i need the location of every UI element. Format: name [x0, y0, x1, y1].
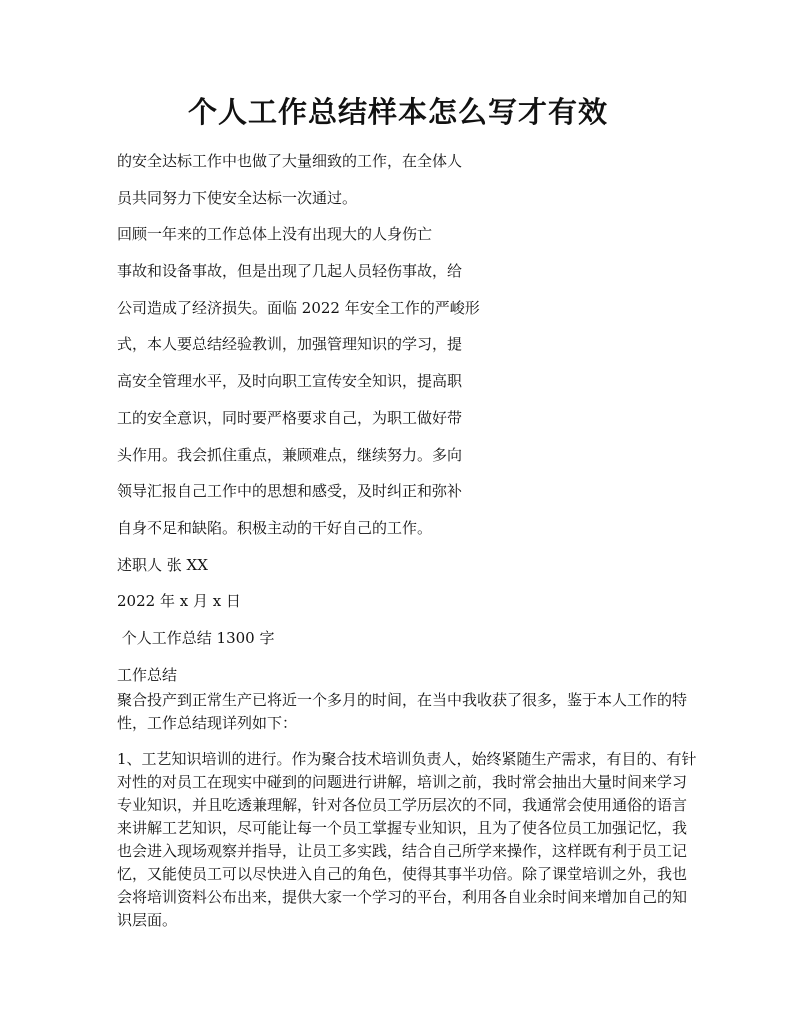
text-line: 自身不足和缺陷。积极主动的干好自己的工作。	[117, 518, 433, 537]
text-line: 头作用。我会抓住重点，兼顾难点，继续努力。多向	[117, 445, 463, 464]
text-line: 高安全管理水平，及时向职工宣传安全知识，提高职	[117, 372, 463, 391]
date-line: 2022 年 x 月 x 日	[117, 592, 241, 611]
page-title: 个人工作总结样本怎么写才有效	[187, 95, 608, 129]
text-line: 领导汇报自己工作中的思想和感受，及时纠正和弥补	[117, 482, 463, 501]
text-line: 工的安全意识，同时要严格要求自己，为职工做好带	[117, 408, 463, 427]
short-lines-block	[117, 143, 517, 693]
body-paragraphs	[117, 689, 697, 945]
section-subheading: 工作总结	[117, 665, 178, 684]
list-paragraph-1: 1、工艺知识培训的进行。作为聚合技术培训负责人，始终紧随生产需求，有目的、有针对性的对员工在现实中碰到的问题进行讲解，培训之前，我时常会抽出大量时间来学习专业知识，并且吃透兼理解，针对各位员工学历层次的不同，我通常会使用通俗的语言来讲解工艺知识，尽可能让每一个员工掌握专业知识，且为了使各位员工加强记忆，我也会进入现场观察并指导，让员工多实践，结合自己所学来操作，这样既有利于员工记忆，又能使员工可以尽快进入自己的角色，使得其事半功倍。除了课堂培训之外，我也会将培训资料公布出来，提供大家一个学习的平台，利用各自业余时间来增加自己的知识层面。	[117, 750, 697, 929]
text-line: 事故和设备事故，但是出现了几起人员轻伤事故，给	[117, 262, 463, 281]
section-heading: 个人工作总结 1300 字	[117, 628, 275, 647]
intro-paragraph: 聚合投产到正常生产已将近一个多月的时间，在当中我收获了很多，鉴于本人工作的特性，工作总结现详列如下：	[117, 691, 688, 732]
text-line: 的安全达标工作中也做了大量细致的工作，在全体人	[117, 152, 463, 170]
text-line: 员共同努力下使安全达标一次通过。	[117, 188, 358, 207]
text-line: 式，本人要总结经验教训，加强管理知识的学习，提	[117, 335, 463, 354]
text-line: 公司造成了经济损失。面临 2022 年安全工作的严峻形	[117, 298, 480, 317]
signature-line: 述职人 张 XX	[117, 555, 208, 574]
text-line: 回顾一年来的工作总体上没有出现大的人身伤亡	[117, 225, 433, 244]
